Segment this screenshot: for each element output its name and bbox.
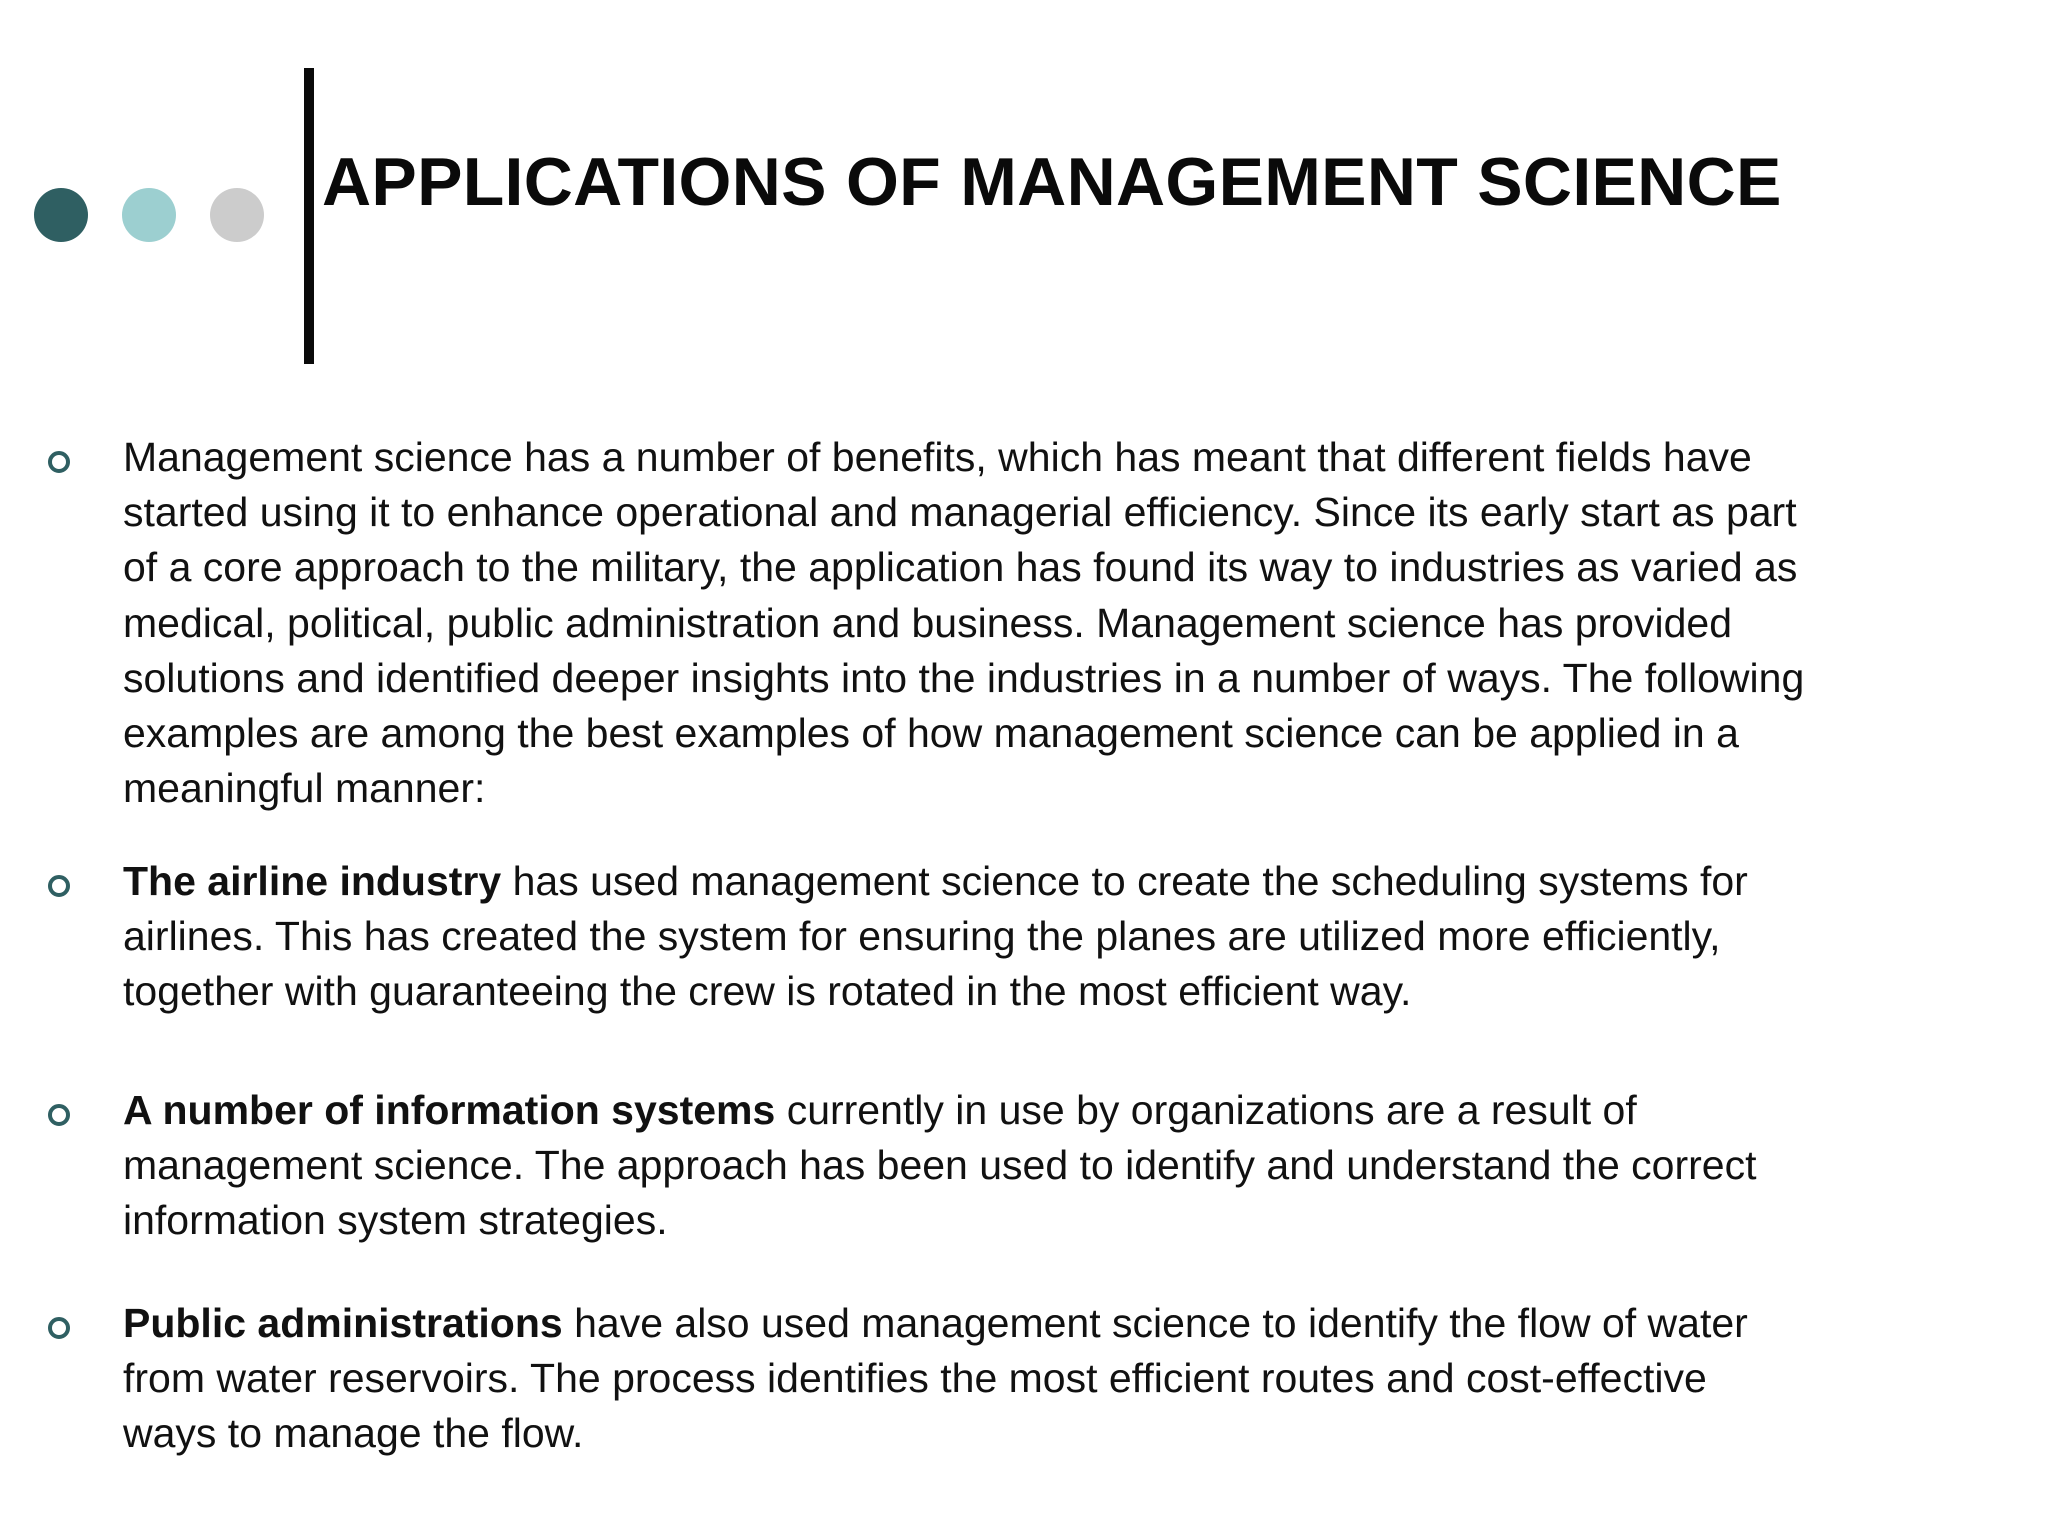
light-teal-dot-icon: [122, 188, 176, 242]
text-line: management science. The approach has been used to identify and understand the correct: [123, 1142, 1757, 1189]
bullet-text: [123, 854, 2023, 1020]
text-line: [123, 1296, 2023, 1351]
text-line: Management science has a number of benefits, which has meant that different fields have: [123, 434, 1752, 480]
text-line: [123, 854, 2023, 909]
text-line: together with guaranteeing the crew is rotated in the most efficient way.: [123, 968, 1412, 1015]
text-line: [123, 1083, 2023, 1138]
text-line: ways to manage the flow.: [123, 1410, 584, 1457]
text-fragment: currently in use by organizations are a result of: [775, 1087, 1637, 1133]
text-line: information system strategies.: [123, 1197, 668, 1244]
bold-lead-phrase: Public administrations: [123, 1300, 563, 1346]
bold-lead-phrase: A number of information systems: [123, 1087, 776, 1133]
text-line: examples are among the best examples of how management science can be applied in a: [123, 710, 1739, 757]
hollow-circle-bullet-icon: [48, 1104, 70, 1126]
bullet-text: [123, 1296, 2023, 1462]
hollow-circle-bullet-icon: [48, 1317, 70, 1339]
text-line: medical, political, public administration and business. Management science has provided: [123, 599, 1732, 646]
gray-dot-icon: [210, 188, 264, 242]
bullet-text: [123, 430, 2023, 816]
text-line: meaningful manner:: [123, 765, 486, 812]
text-line: airlines. This has created the system for ensuring the planes are utilized more efficiently,: [123, 913, 1721, 960]
bold-lead-phrase: The airline industry: [123, 858, 502, 904]
text-line: started using it to enhance operational and managerial efficiency. Since its early start as part: [123, 489, 1797, 536]
text-line: solutions and identified deeper insights into the industries in a number of ways. The following: [123, 654, 1805, 701]
hollow-circle-bullet-icon: [48, 875, 70, 897]
text-fragment: have also used management science to identify the flow of water: [562, 1300, 1748, 1346]
hollow-circle-bullet-icon: [48, 451, 70, 473]
text-line: from water reservoirs. The process identifies the most efficient routes and cost-effective: [123, 1355, 1707, 1402]
bullet-text: [123, 1083, 2023, 1249]
title-divider-bar: [304, 68, 314, 364]
text-fragment: has used management science to create the scheduling systems for: [501, 858, 1748, 904]
text-line: of a core approach to the military, the application has found its way to industries as varied as: [123, 544, 1798, 591]
slide-title: APPLICATIONS OF MANAGEMENT SCIENCE: [322, 144, 1782, 220]
dark-teal-dot-icon: [34, 188, 88, 242]
